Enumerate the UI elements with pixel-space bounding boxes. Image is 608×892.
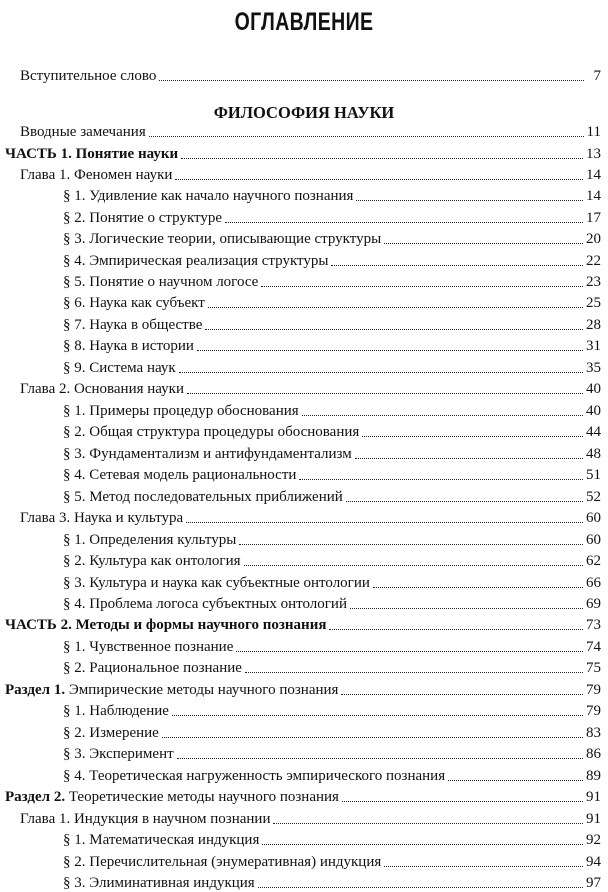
- toc-entry-label: § 3. Элиминативная индукция: [63, 875, 255, 891]
- toc-page-number: 62: [586, 553, 601, 569]
- toc-entry[interactable]: [5, 678, 601, 699]
- toc-entry-label: § 2. Общая структура процедуры обоснования: [63, 424, 360, 440]
- dot-leader: [245, 672, 583, 673]
- toc-entry-label: § 1. Наблюдение: [63, 703, 169, 719]
- toc-page-number: 69: [586, 596, 601, 612]
- dot-leader: [384, 866, 583, 867]
- toc-entry[interactable]: [63, 721, 601, 742]
- section-heading: ФИЛОСОФИЯ НАУКИ: [213, 103, 395, 122]
- dot-leader: [299, 479, 583, 480]
- toc-entry[interactable]: [20, 120, 601, 141]
- toc-entry[interactable]: [63, 291, 601, 312]
- toc-page-number: 25: [586, 295, 601, 311]
- dot-leader: [261, 286, 583, 287]
- toc-page-number: 28: [586, 317, 601, 333]
- dot-leader: [355, 458, 583, 459]
- toc-entry-label: Вступительное слово: [20, 68, 157, 84]
- toc-entry[interactable]: [5, 613, 601, 634]
- toc-entry[interactable]: [20, 807, 601, 828]
- dot-leader: [341, 694, 583, 695]
- toc-entry[interactable]: [5, 142, 601, 163]
- toc-entry[interactable]: [20, 506, 601, 527]
- toc-page-number: 17: [586, 210, 601, 226]
- toc-entry-label: § 5. Метод последовательных приближений: [63, 489, 343, 505]
- toc-entry[interactable]: [63, 334, 601, 355]
- dot-leader: [208, 307, 583, 308]
- dot-leader: [162, 737, 583, 738]
- toc-page-number: 74: [586, 639, 601, 655]
- toc-entry[interactable]: [63, 571, 601, 592]
- toc-entry[interactable]: [63, 420, 601, 441]
- toc-entry-label: § 1. Примеры процедур обоснования: [63, 403, 299, 419]
- toc-page-number: 92: [586, 832, 601, 848]
- toc-entry-label: § 1. Математическая индукция: [63, 832, 260, 848]
- toc-page-number: 51: [586, 467, 601, 483]
- toc-entry-label: § 8. Наука в истории: [63, 338, 194, 354]
- toc-page-number: 13: [586, 146, 601, 162]
- toc-entry[interactable]: [63, 549, 601, 570]
- toc-page-number: 94: [586, 854, 601, 870]
- toc-entry-label: § 4. Теоретическая нагруженность эмпирического познания: [63, 768, 446, 784]
- toc-page-number: 14: [586, 188, 601, 204]
- toc-entry-label: § 2. Понятие о структуре: [63, 210, 223, 226]
- toc-page-number: 11: [586, 124, 601, 140]
- toc-entry[interactable]: [63, 528, 601, 549]
- toc-entry-label: § 3. Логические теории, описывающие структуры: [63, 231, 382, 247]
- dot-leader: [273, 823, 583, 824]
- dot-leader: [448, 780, 583, 781]
- toc-entry[interactable]: [20, 163, 601, 184]
- dot-leader: [373, 587, 583, 588]
- toc-entry-label: § 1. Чувственное познание: [63, 639, 234, 655]
- toc-entry-label: § 2. Культура как онтология: [63, 553, 241, 569]
- toc-entry-label: § 4. Эмпирическая реализация структуры: [63, 253, 329, 269]
- dot-leader: [225, 222, 583, 223]
- toc-entry-label: § 3. Эксперимент: [63, 746, 174, 762]
- dot-leader: [205, 329, 583, 330]
- toc-entry[interactable]: [63, 850, 601, 871]
- toc-entry-label: § 6. Наука как субъект: [63, 295, 205, 311]
- toc-entry-prefix: Раздел 1.: [5, 682, 66, 698]
- toc-entry[interactable]: [63, 742, 601, 763]
- toc-entry[interactable]: [63, 249, 601, 270]
- toc-entry-label: Глава 1. Индукция в научном познании: [20, 811, 271, 827]
- toc-entry-prefix: Раздел 2.: [5, 789, 66, 805]
- dot-leader: [175, 179, 583, 180]
- toc-page-number: 40: [586, 381, 601, 397]
- toc-page-number: 97: [586, 875, 601, 891]
- toc-entry[interactable]: [5, 785, 601, 806]
- toc-page-number: 7: [593, 68, 601, 84]
- toc-entry-label: [5, 682, 338, 699]
- toc-page-number: 86: [586, 746, 601, 762]
- toc-entry-label: § 5. Понятие о научном логосе: [63, 274, 259, 290]
- toc-entry-label: § 7. Наука в обществе: [63, 317, 203, 333]
- dot-leader: [342, 801, 583, 802]
- toc-entry-label: Глава 1. Феномен науки: [20, 167, 173, 183]
- toc-entry-label: Вводные замечания: [20, 124, 146, 140]
- toc-entry-label: § 1. Определения культуры: [63, 532, 237, 548]
- page-title: ОГЛАВЛЕНИЕ: [234, 8, 374, 36]
- toc-page-number: 31: [586, 338, 601, 354]
- toc-page-number: 75: [586, 660, 601, 676]
- toc-entry[interactable]: [63, 206, 601, 227]
- toc-entry[interactable]: [63, 442, 601, 463]
- toc-entry[interactable]: [63, 635, 601, 656]
- dot-leader: [172, 715, 583, 716]
- toc-entry-label: Глава 2. Основания науки: [20, 381, 184, 397]
- dot-leader: [186, 522, 583, 523]
- toc-page-number: 14: [586, 167, 601, 183]
- dot-leader: [181, 158, 583, 159]
- toc-entry-text: Эмпирические методы научного познания: [65, 682, 339, 698]
- toc-page-number: 20: [586, 231, 601, 247]
- toc-entry-label: § 9. Система наук: [63, 360, 176, 376]
- toc-entry-label: § 4. Проблема логоса субъектных онтологий: [63, 596, 347, 612]
- dot-leader: [159, 80, 584, 81]
- toc-entry[interactable]: [20, 64, 601, 85]
- toc-entry-label: [5, 789, 339, 806]
- toc-entry[interactable]: [63, 699, 601, 720]
- toc-entry-label: § 4. Сетевая модель рациональности: [63, 467, 297, 483]
- toc-entry[interactable]: [63, 399, 601, 420]
- dot-leader: [187, 393, 583, 394]
- toc-page-number: 23: [586, 274, 601, 290]
- toc-entry-label: Глава 3. Наука и культура: [20, 510, 184, 526]
- toc-page-number: 83: [586, 725, 601, 741]
- toc-entry[interactable]: [63, 270, 601, 291]
- dot-leader: [244, 565, 584, 566]
- toc-page-number: 22: [586, 253, 601, 269]
- toc-entry[interactable]: [63, 871, 601, 892]
- toc-entry[interactable]: [63, 227, 601, 248]
- toc-page-number: 60: [586, 510, 601, 526]
- toc-entry[interactable]: [63, 184, 601, 205]
- toc-page-number: 35: [586, 360, 601, 376]
- toc-entry[interactable]: [63, 656, 601, 677]
- toc-page-number: 48: [586, 446, 601, 462]
- dot-leader: [179, 372, 583, 373]
- toc-page-number: 52: [586, 489, 601, 505]
- toc-entry-label: § 3. Культура и наука как субъектные онтологии: [63, 575, 370, 591]
- dot-leader: [236, 651, 583, 652]
- toc-page-number: 73: [586, 617, 601, 633]
- toc-page-number: 44: [586, 424, 601, 440]
- dot-leader: [356, 200, 583, 201]
- toc-page-number: 60: [586, 532, 601, 548]
- toc-entry[interactable]: [20, 377, 601, 398]
- dot-leader: [149, 136, 584, 137]
- toc-entry[interactable]: [63, 356, 601, 377]
- toc-entry[interactable]: [63, 764, 601, 785]
- dot-leader: [177, 758, 583, 759]
- toc-entry-label: § 2. Перечислительная (энумеративная) индукция: [63, 854, 382, 870]
- dot-leader: [384, 243, 583, 244]
- dot-leader: [362, 436, 583, 437]
- toc-entry[interactable]: [63, 828, 601, 849]
- dot-leader: [346, 501, 583, 502]
- toc-entry-label: § 2. Рациональное познание: [63, 660, 242, 676]
- dot-leader: [239, 544, 583, 545]
- toc-page-number: 79: [586, 682, 601, 698]
- toc-entry-label: § 1. Удивление как начало научного познания: [63, 188, 354, 204]
- toc-page-number: 89: [586, 768, 601, 784]
- toc-entry-label: ЧАСТЬ 1. Понятие науки: [5, 146, 179, 162]
- toc-entry-label: ЧАСТЬ 2. Методы и формы научного познания: [5, 617, 327, 633]
- toc-page-number: 40: [586, 403, 601, 419]
- toc-entry-label: § 3. Фундаментализм и антифундаментализм: [63, 446, 352, 462]
- dot-leader: [350, 608, 583, 609]
- toc-entry-label: § 2. Измерение: [63, 725, 159, 741]
- dot-leader: [262, 844, 583, 845]
- toc-entry[interactable]: [63, 485, 601, 506]
- toc-entry[interactable]: [63, 463, 601, 484]
- toc-page-number: 91: [586, 789, 601, 805]
- dot-leader: [329, 629, 583, 630]
- dot-leader: [197, 350, 583, 351]
- toc-page-number: 91: [586, 811, 601, 827]
- toc-entry[interactable]: [63, 313, 601, 334]
- toc-entry-text: Теоретические методы научного познания: [65, 789, 339, 805]
- toc-page-number: 66: [586, 575, 601, 591]
- toc-entry[interactable]: [63, 592, 601, 613]
- dot-leader: [331, 265, 583, 266]
- dot-leader: [302, 415, 583, 416]
- toc-page-number: 79: [586, 703, 601, 719]
